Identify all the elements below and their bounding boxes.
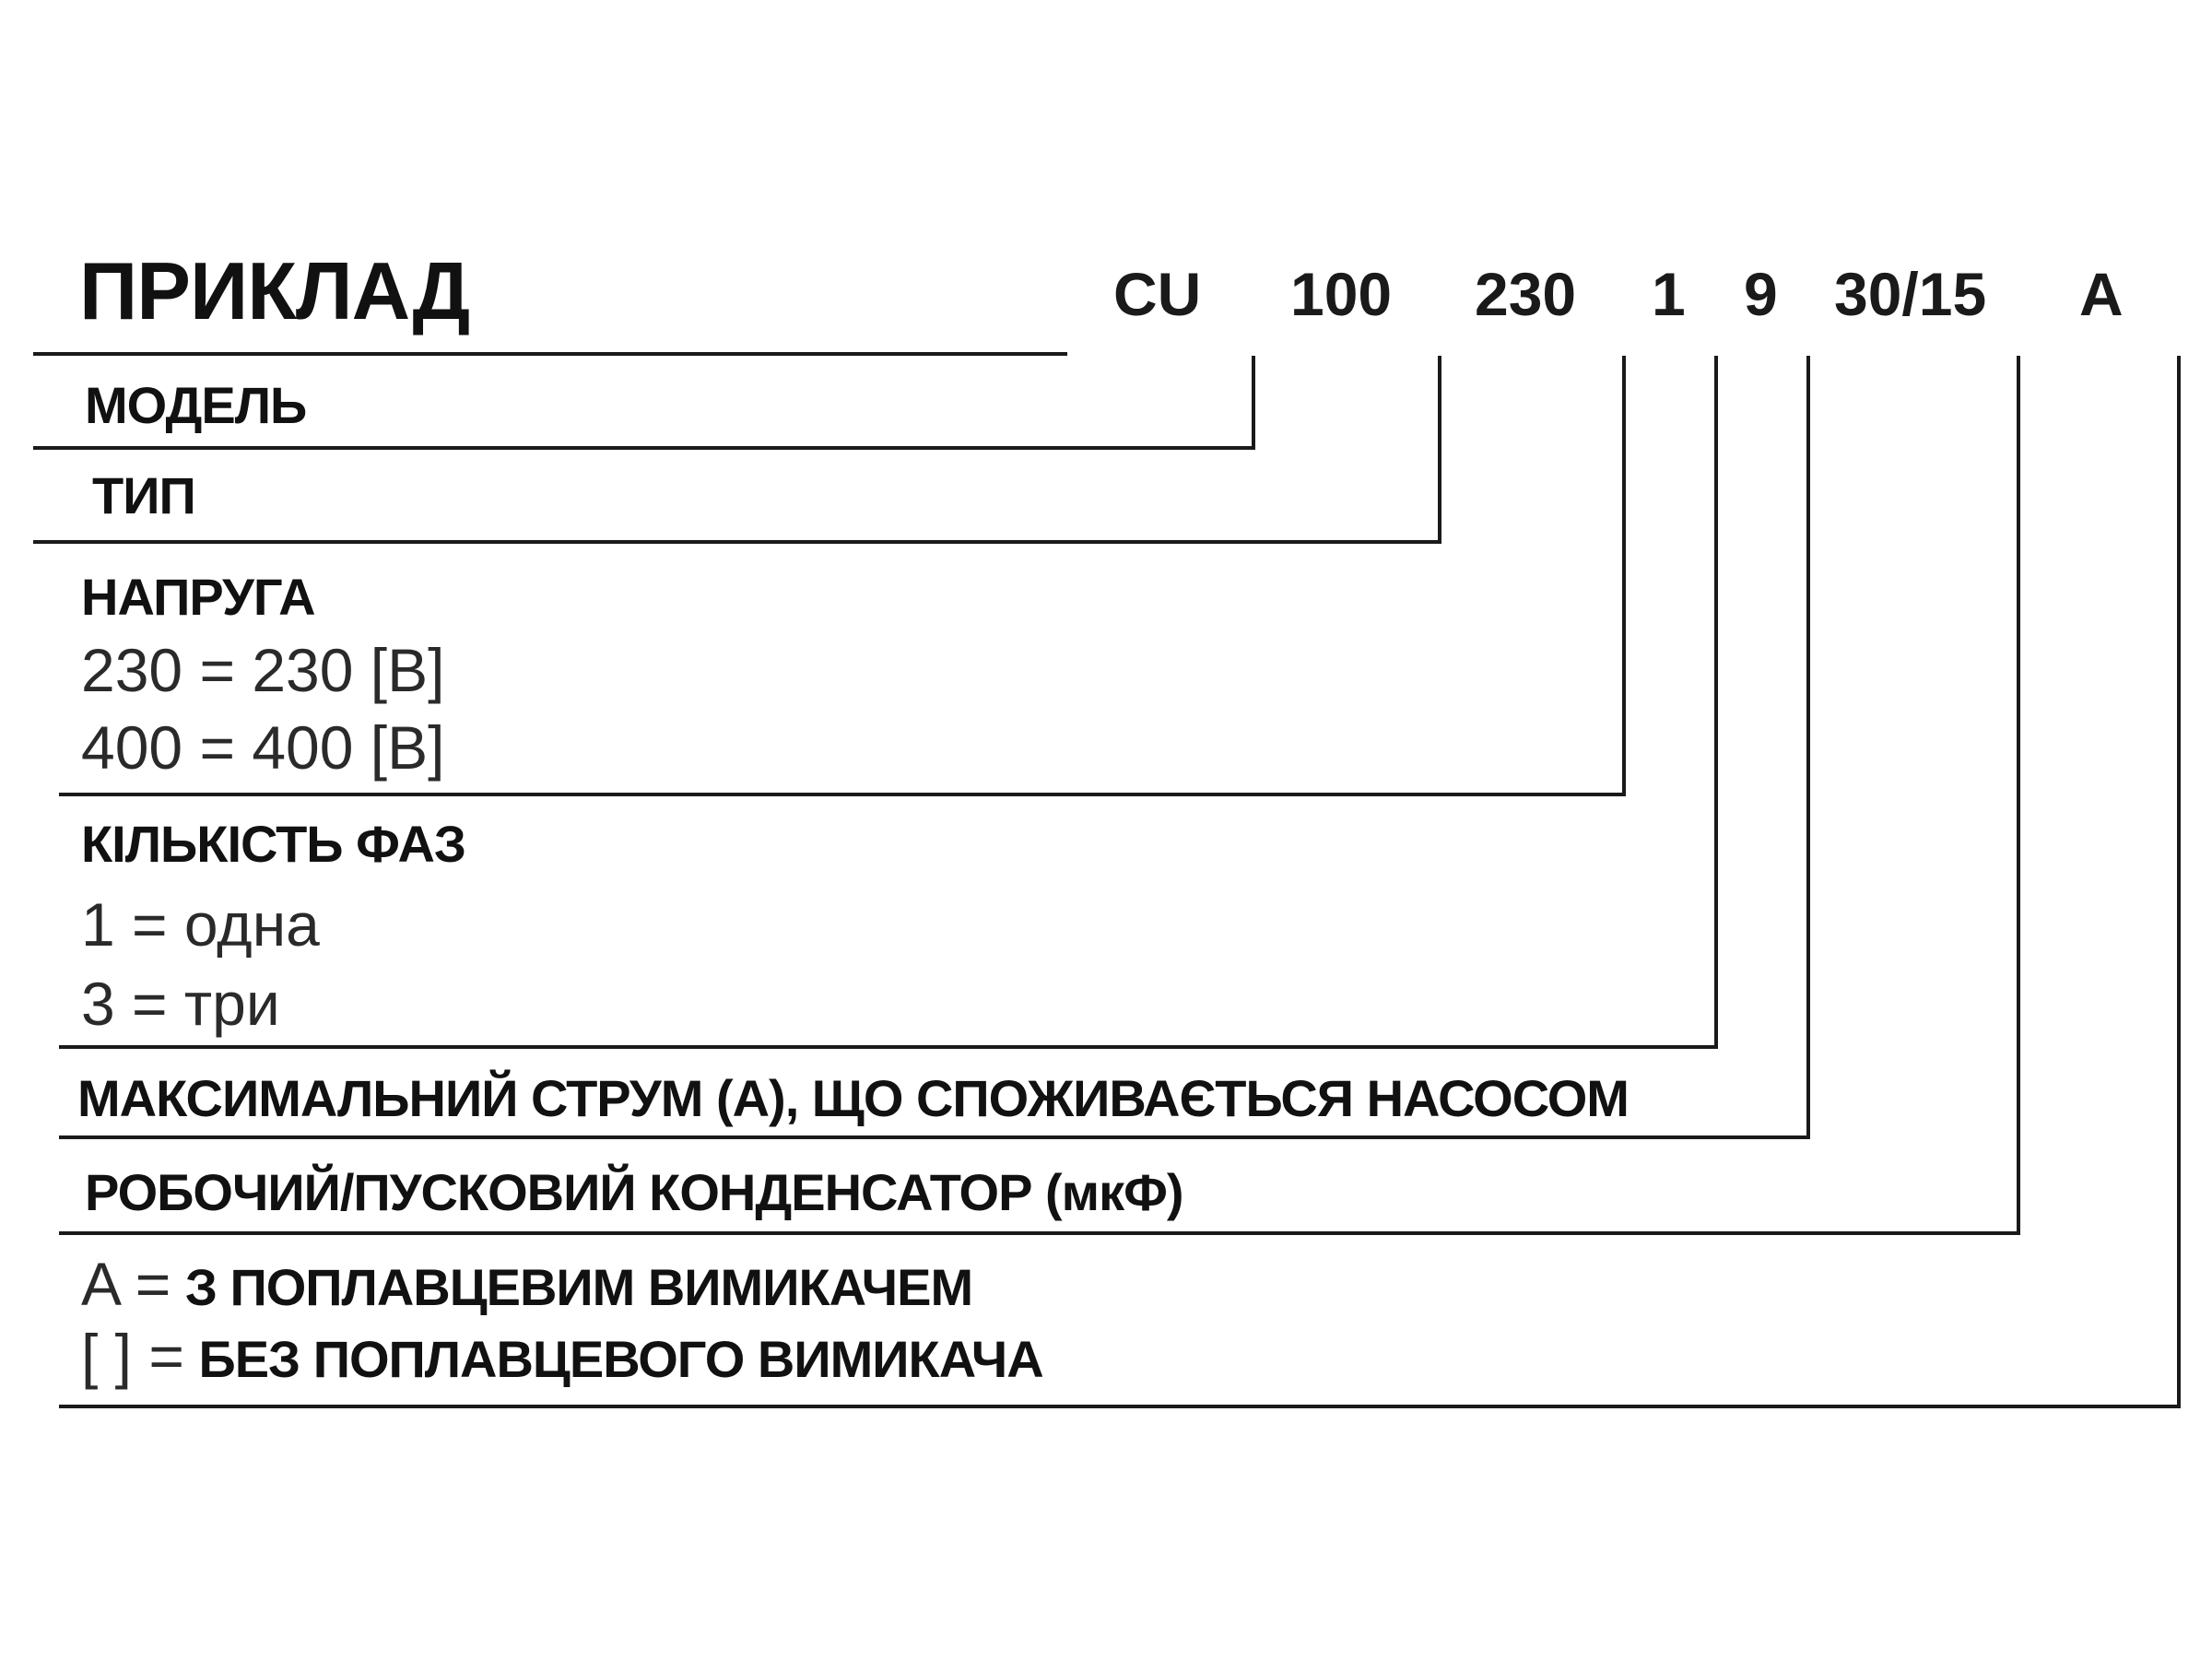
code-part-voltage: 230 xyxy=(1475,260,1577,328)
float-switch-option-without xyxy=(81,1322,1043,1390)
code-part-capacitor: 30/15 xyxy=(1834,260,1987,328)
section-capacitor-label: РОБОЧИЙ/ПУСКОВИЙ КОНДЕНСАТОР (мкФ) xyxy=(85,1163,1183,1221)
voltage-option-400: 400 = 400 [В] xyxy=(81,713,445,782)
float-switch-option-with-text: З ПОПЛАВЦЕВИМ ВИМИКАЧЕМ xyxy=(184,1258,973,1316)
phases-option-three: 3 = три xyxy=(81,970,280,1038)
section-current-label: МАКСИМАЛЬНИЙ СТРУМ (А), ЩО СПОЖИВАЄТЬСЯ НАСОСОМ xyxy=(77,1069,1629,1127)
float-switch-option-without-prefix: [ ] = xyxy=(81,1322,184,1390)
section-model-label: МОДЕЛЬ xyxy=(85,376,307,434)
section-phases-label: КІЛЬКІСТЬ ФАЗ xyxy=(81,815,466,873)
voltage-option-230: 230 = 230 [В] xyxy=(81,636,445,704)
float-switch-option-with xyxy=(81,1250,973,1318)
phases-option-one: 1 = одна xyxy=(81,890,320,959)
page-title: ПРИКЛАД xyxy=(79,245,470,336)
code-part-model: CU xyxy=(1113,260,1202,328)
code-part-float-switch: A xyxy=(2079,260,2124,328)
code-part-type: 100 xyxy=(1290,260,1393,328)
float-switch-option-without-text: БЕЗ ПОПЛАВЦЕВОГО ВИМИКАЧА xyxy=(198,1330,1043,1388)
section-type-label: ТИП xyxy=(92,466,195,524)
code-part-phases: 1 xyxy=(1652,260,1686,328)
code-part-current: 9 xyxy=(1744,260,1778,328)
float-switch-option-with-prefix: A = xyxy=(81,1250,171,1318)
section-voltage-label: НАПРУГА xyxy=(81,568,315,626)
